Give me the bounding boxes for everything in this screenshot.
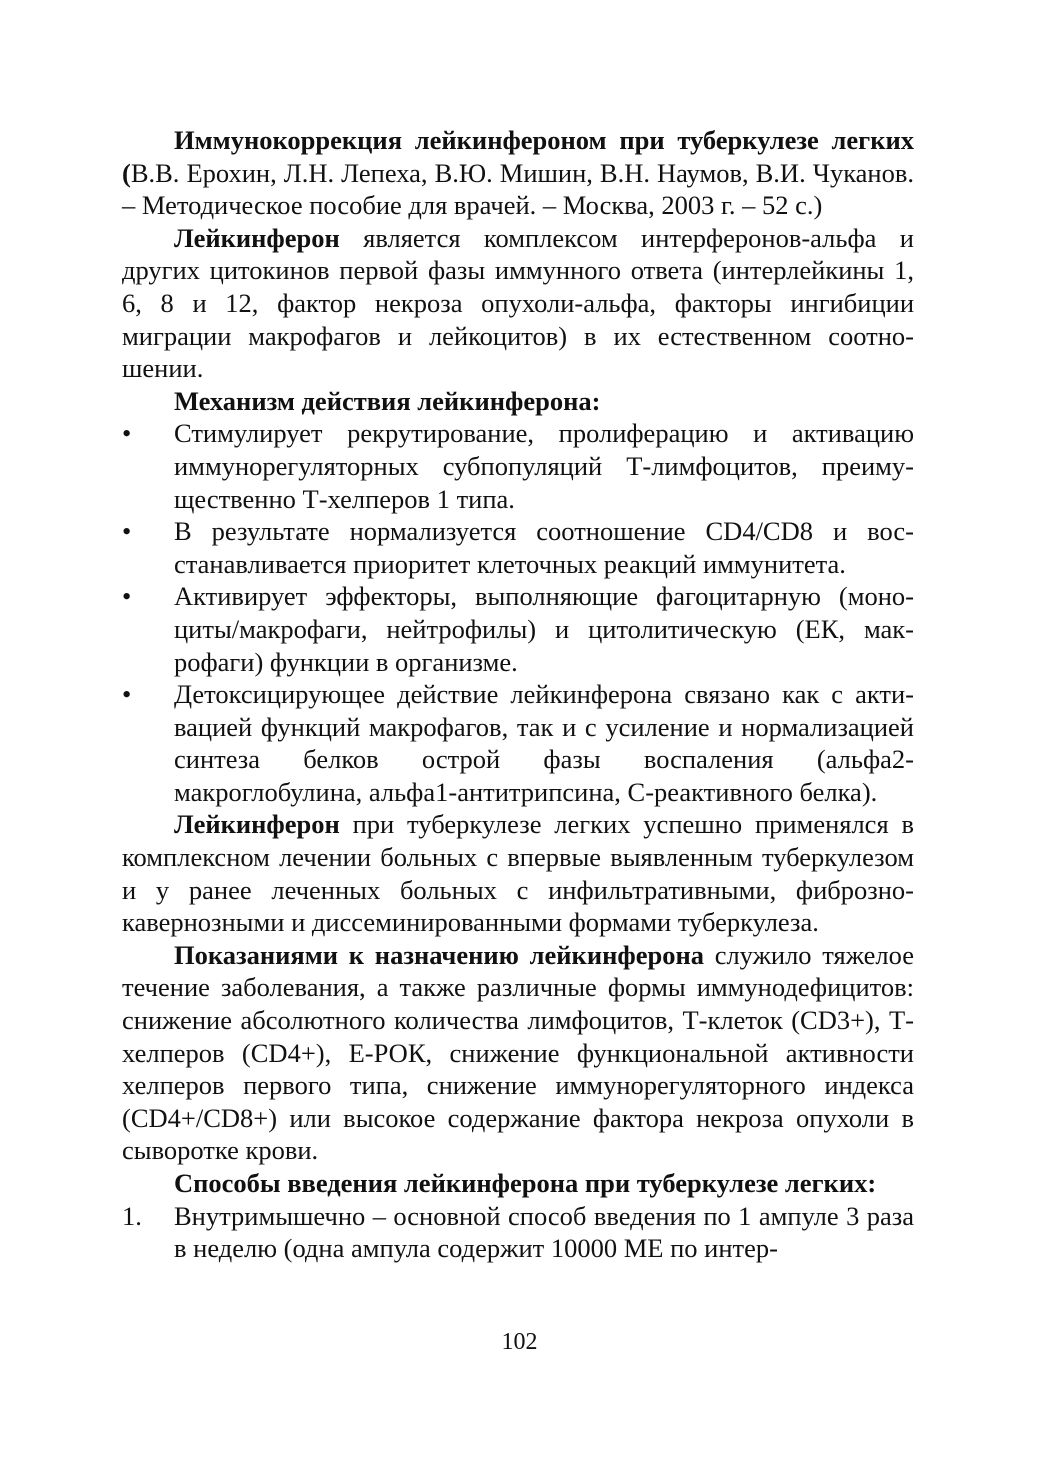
bullet-marker: •	[122, 418, 132, 449]
document-page	[122, 124, 914, 1265]
list-item-text: Стимулирует рекрутирование, пролиферацию и активацию иммунорегуляторных субпопуляций Т-лимфоцитов, преимущественно Т-хелперов 1 типа.	[174, 418, 914, 514]
administration-heading: Способы введения лейкинферона при туберкулезе легких:	[174, 1168, 877, 1198]
usage-paragraph	[122, 808, 914, 938]
citation-bold-title: Иммунокоррекция лейкинфероном при туберкулезе легких (	[122, 125, 914, 188]
list-item	[122, 515, 914, 580]
list-item	[122, 417, 914, 515]
page-number: 102	[501, 1329, 538, 1355]
list-item-text: Внутримышечно – основной способ введения по 1 ампуле 3 раза в неделю (одна ампула содержит 10000 МЕ по интер-	[174, 1200, 914, 1264]
citation-authors: В.В. Ерохин, Л.Н. Лепеха, В.Ю. Мишин, В.Н. Наумов, В.И. Чуканов. – Методическое пособие для врачей. – Москва, 2003 г. – 52 с.)	[122, 157, 914, 221]
bullet-marker: •	[122, 581, 132, 612]
list-item-text: В результате нормализуется соотношение CD4/CD8 и восстанавливается приоритет клеточных реакций иммунитета.	[174, 516, 914, 579]
bullet-marker: •	[122, 516, 132, 547]
list-number: 1.	[122, 1200, 142, 1231]
mechanism-list	[122, 417, 914, 808]
usage-term: Лейкинферон	[174, 809, 340, 840]
indications-term: Показаниями к назначению лейкинферона	[174, 939, 704, 970]
list-item	[122, 580, 914, 678]
bullet-marker: •	[122, 679, 132, 710]
source-citation	[122, 124, 914, 222]
usage-text: при туберкулезе легких успешно применялся в комплексном лечении больных с впервые выявленным туберкулезом и у ранее леченных больных с инфильтративными, фиброзно-кавернозными и диссеминированными формами туберкулеза.	[122, 809, 914, 938]
administration-list	[122, 1200, 914, 1265]
list-item-text: Активирует эффекторы, выполняющие фагоцитарную (моноциты/макрофаги, нейтрофилы) и цитолитическую (ЕК, макрофаги) функции в организме.	[174, 581, 914, 677]
list-item	[122, 1200, 914, 1265]
list-item	[122, 678, 914, 808]
mechanism-heading: Механизм действия лейкинферона:	[174, 385, 601, 416]
indications-paragraph	[122, 939, 914, 1167]
intro-paragraph	[122, 222, 914, 385]
intro-text: является комплексом интерферонов-альфа и других цитокинов первой фазы иммунного ответа (интерлейкины 1, 6, 8 и 12, фактор некроза опухоли-альфа, факторы ингибиции миграции макрофагов и лейкоцитов) в их естественном соотношении.	[122, 222, 914, 384]
indications-text: служило тяжелое течение заболевания, а также различные формы иммунодефицитов: снижение абсолютного количества лимфоцитов, Т-клеток (CD3+), Т-хелперов (CD4+), Е-РОК, снижение функциональной активности хелперов первого типа, снижение иммунорегуляторного индекса (CD4+/CD8+) или высокое содержание фактора некроза опухоли в сыворотке крови.	[122, 939, 914, 1166]
list-item-text: Детоксицирующее действие лейкинферона связано как с активацией функций макрофагов, так и с усиление и нормализацией синтеза белков острой фазы воспаления (альфа2-макроглобулина, альфа1-антитрипсина, С-реактивного белка).	[174, 679, 914, 807]
intro-term: Лейкинферон	[174, 222, 340, 253]
